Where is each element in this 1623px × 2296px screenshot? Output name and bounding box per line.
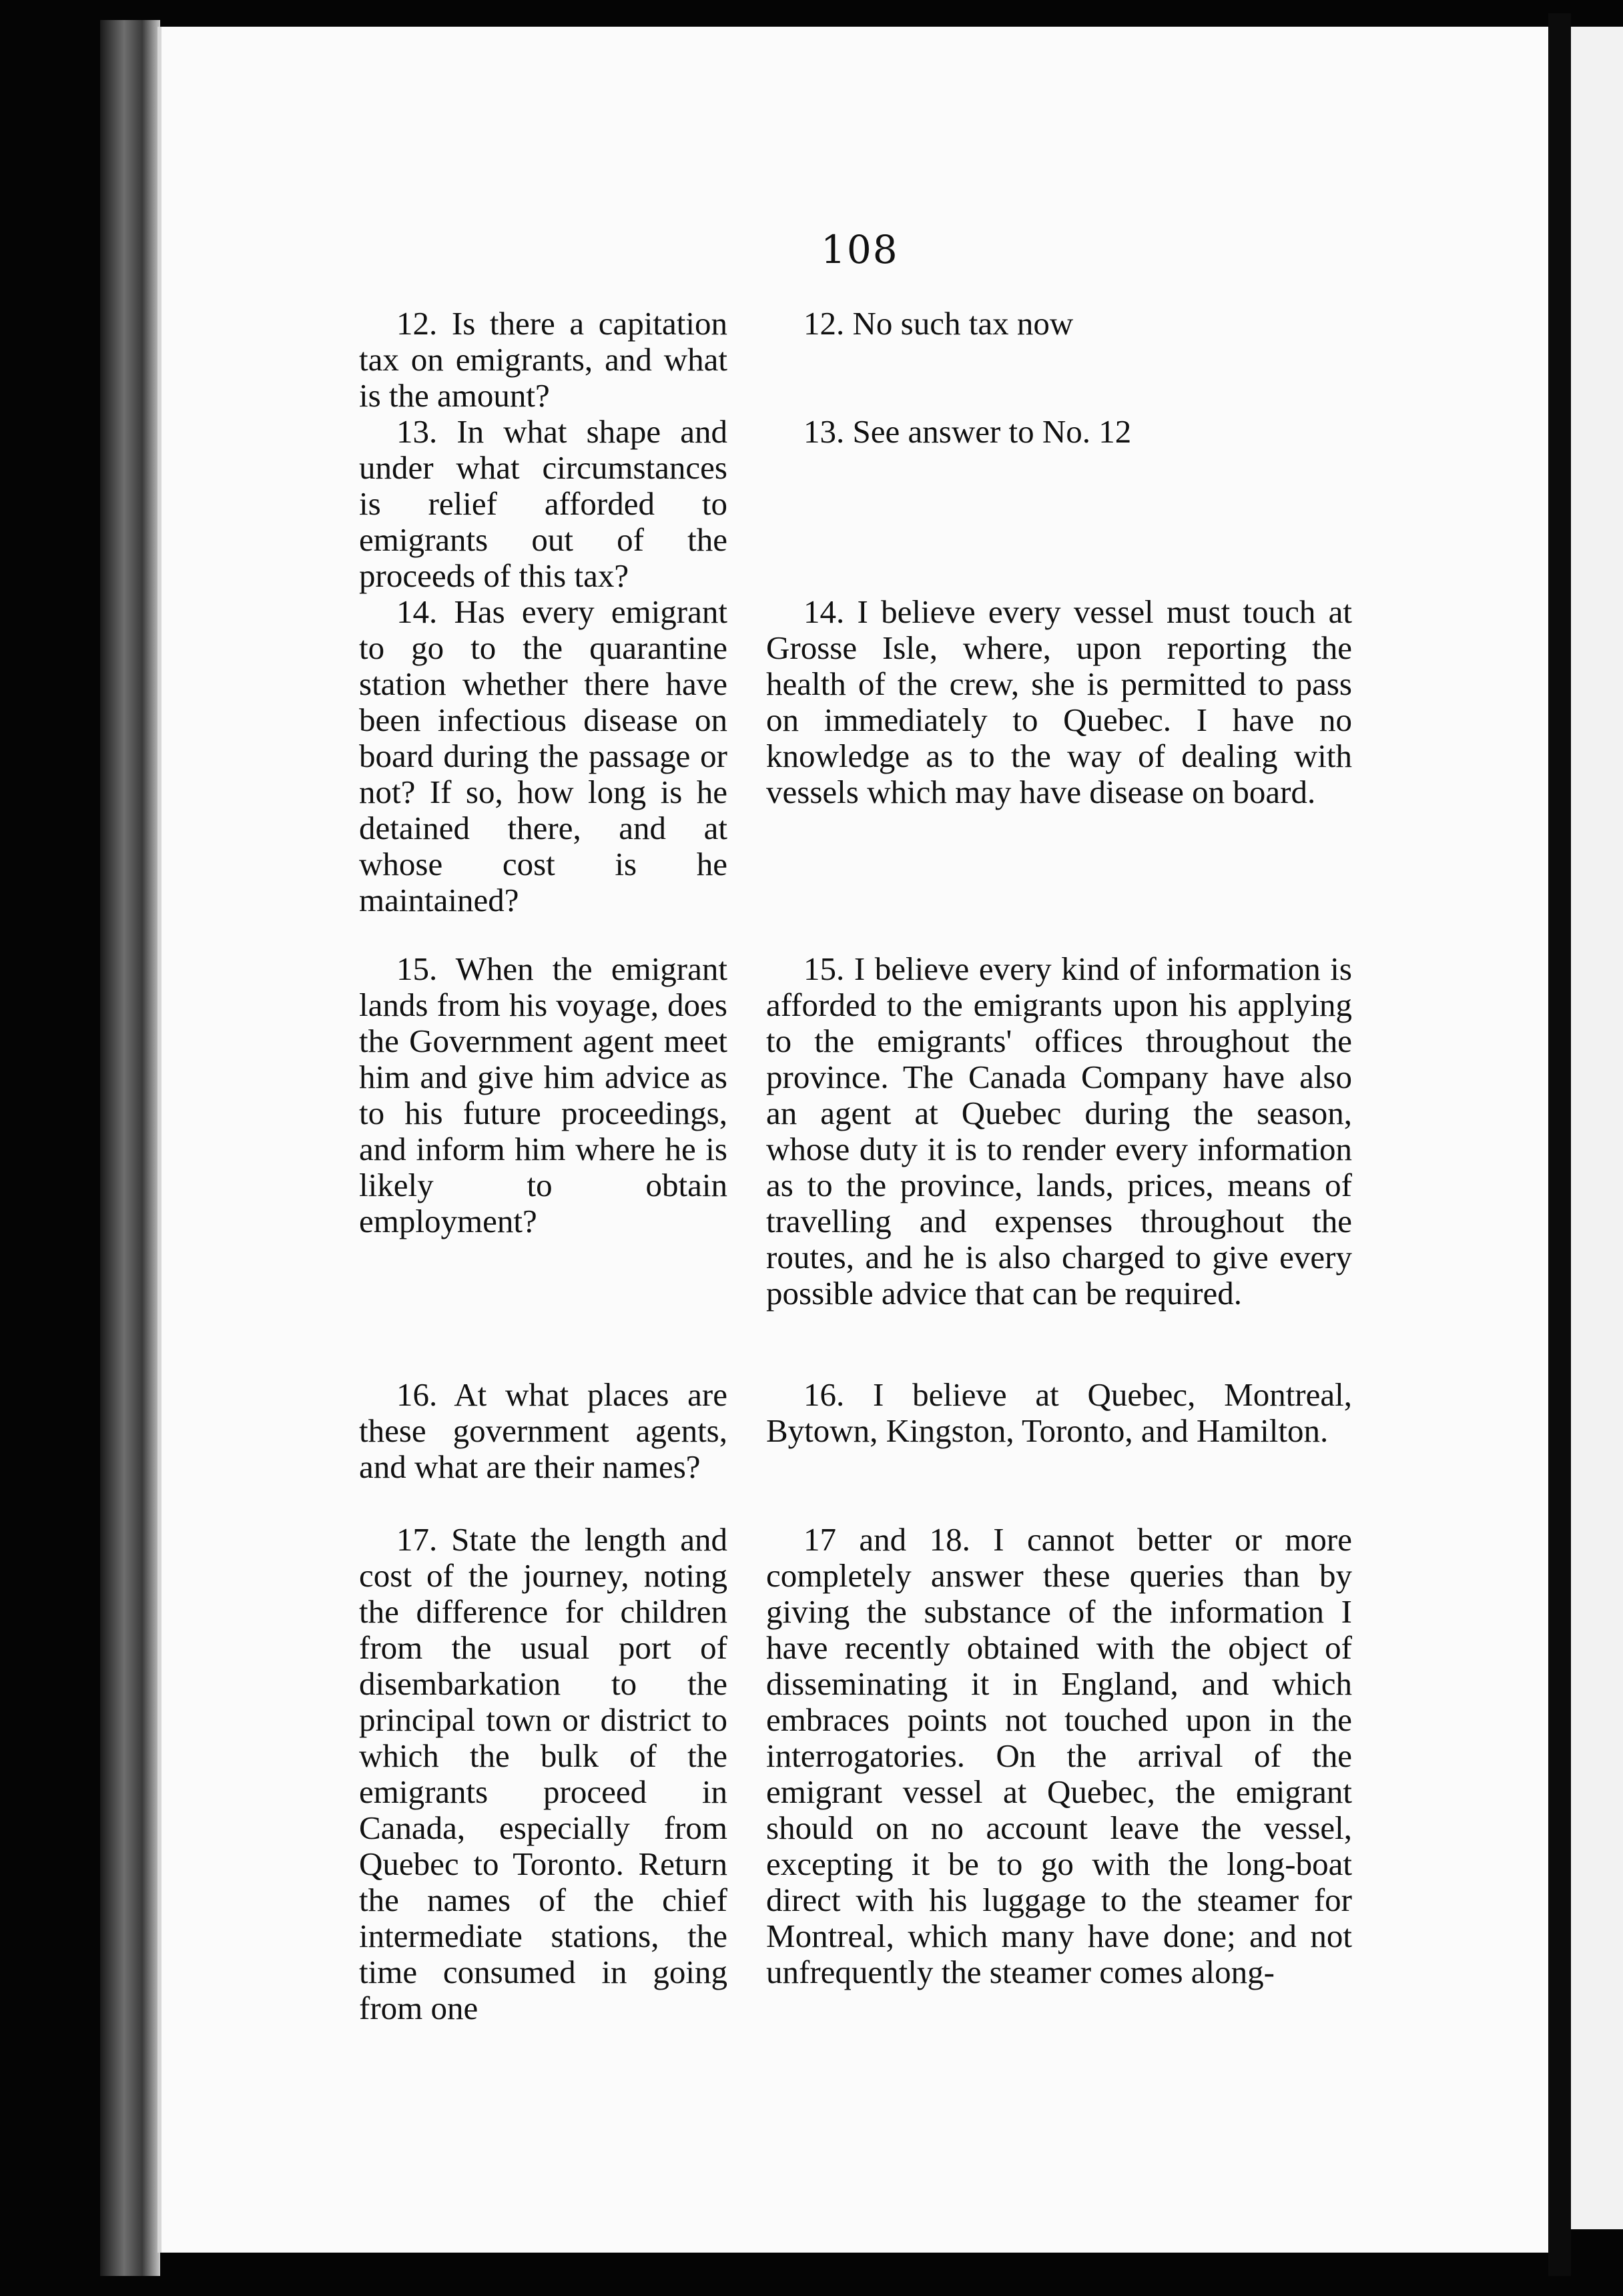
question-16: 16. At what places are these government agents, and what are their names?	[359, 1376, 727, 1485]
page-number: 108	[821, 227, 899, 272]
answer-12: 12. No such tax now	[803, 305, 1074, 342]
answer-16: 16. I believe at Quebec, Montreal, Bytown, Kingston, Toronto, and Hamilton.	[766, 1376, 1352, 1449]
answer-14: 14. I believe every vessel must touch at Grosse Isle, where, upon reporting the health of the crew, she is permitted to pass on immediately to Quebec. I have no knowledge as to the way of dealing with vessels which may have disease on board.	[766, 593, 1352, 810]
page-gutter	[1548, 13, 1571, 2276]
book-spine	[100, 20, 160, 2276]
question-13: 13. In what shape and under what circumstances is relief afforded to emigrants out of the proceeds of this tax?	[359, 413, 727, 594]
question-15: 15. When the emigrant lands from his voyage, does the Government agent meet him and give him advice as to his future proceedings, and inform him where he is likely to obtain employment?	[359, 950, 727, 1239]
question-14: 14. Has every emigrant to go to the quarantine station whether there have been infectious disease on board during the passage or not? If so, how long is he detained there, and at whose cost is he maintained?	[359, 593, 727, 918]
answer-13: 13. See answer to No. 12	[803, 413, 1132, 450]
answer-15: 15. I believe every kind of information is afforded to the emigrants upon his applying to the emigrants' offices throughout the province. The Canada Company have also an agent at Quebec during the season, whose duty it is to render every information as to the province, lands, prices, means of travelling and expenses throughout the routes, and he is also charged to give every possible advice that can be required.	[766, 950, 1352, 1312]
question-17: 17. State the length and cost of the journey, noting the difference for children from the usual port of disembarkation to the principal town or district to which the bulk of the emigrants proceed in Canada, especially from Quebec to Toronto. Return the names of the chief intermediate stations, the time consumed in going from one	[359, 1521, 727, 2026]
facing-page-edge	[1571, 27, 1623, 2229]
answer-17-18: 17 and 18. I cannot better or more completely answer these queries than by giving the substance of the information I have recently obtained with the object of disseminating it in England, and which embraces points not touched upon in the interrogatories. On the arrival of the emigrant vessel at Quebec, the emigrant should on no account leave the vessel, excepting it be to go with the long-boat direct with his luggage to the steamer for Montreal, which many have done; and not unfrequently the steamer comes along-	[766, 1521, 1352, 1990]
question-12: 12. Is there a capitation tax on emigrants, and what is the amount?	[359, 305, 727, 414]
